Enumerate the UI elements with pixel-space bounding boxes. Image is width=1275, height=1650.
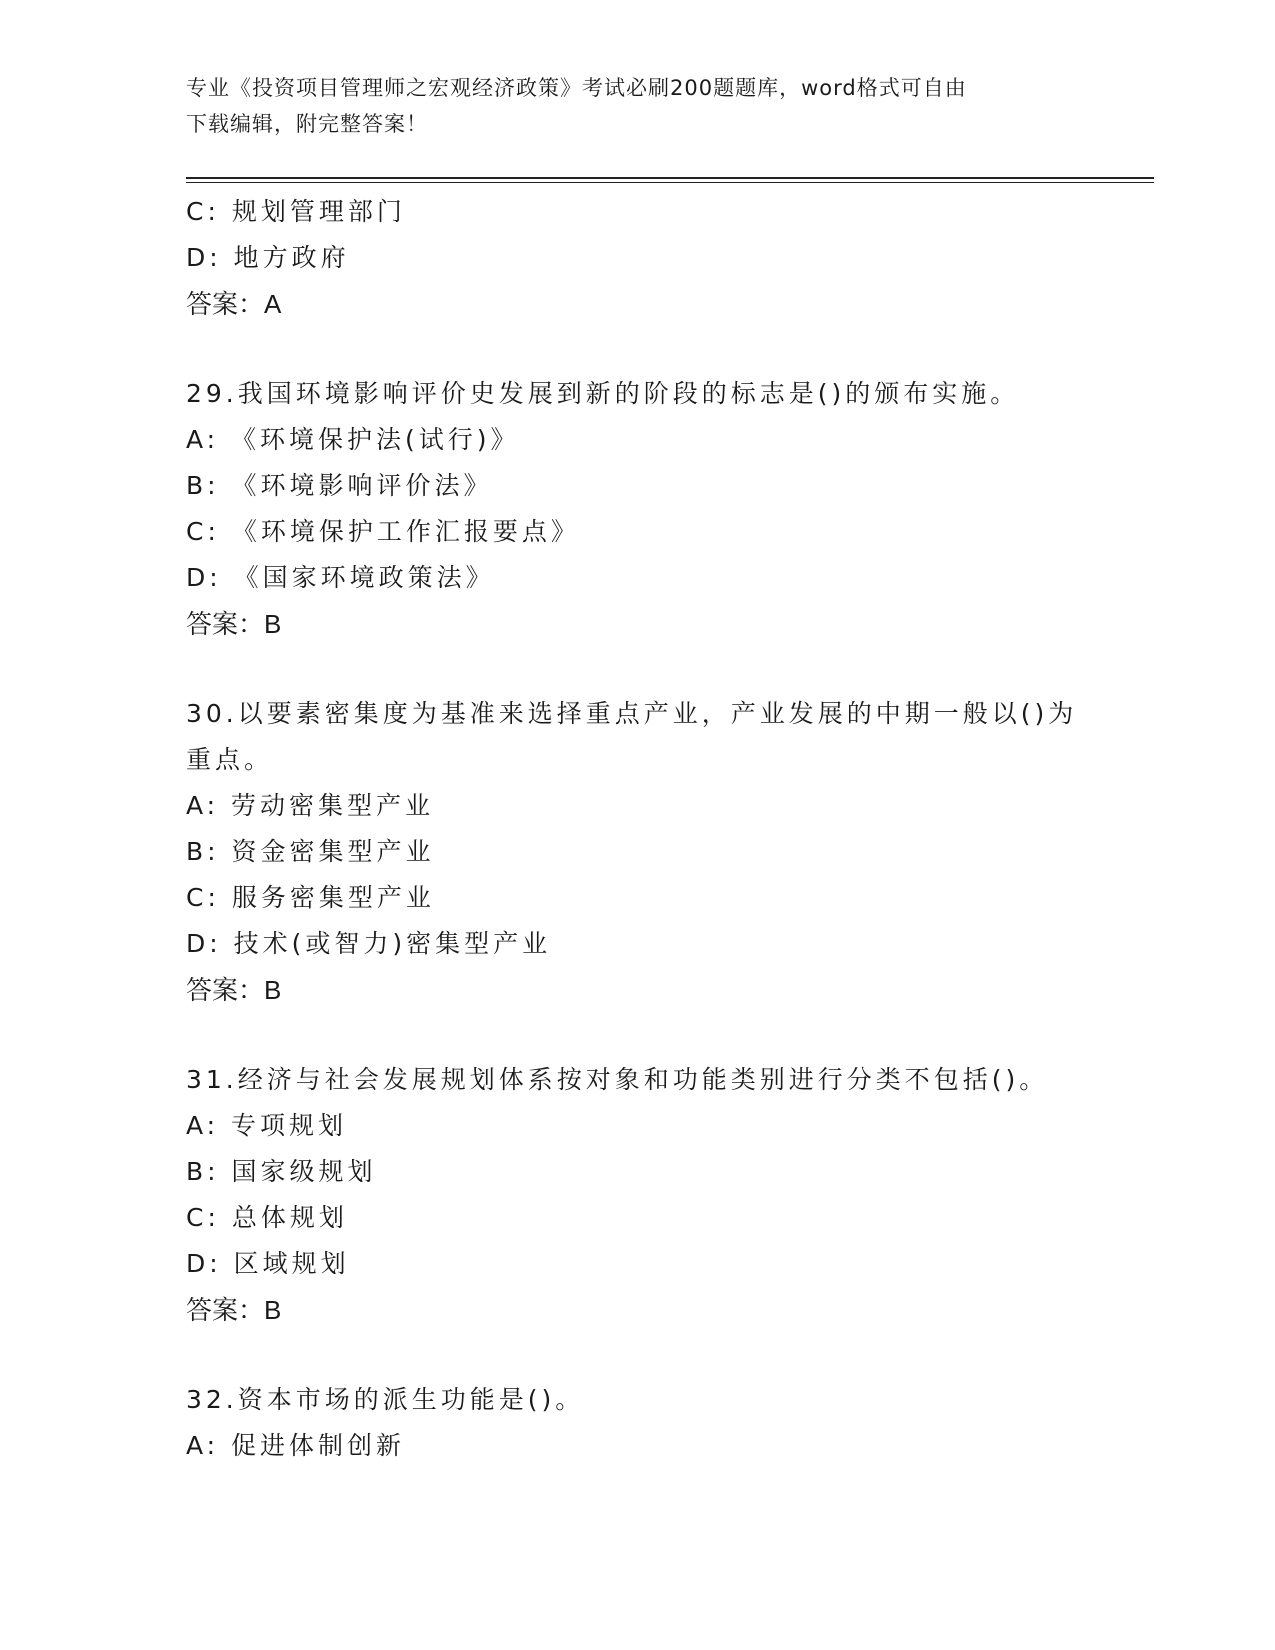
- answer: 答案：B: [186, 609, 282, 639]
- option-a: A: 劳动密集型产业: [186, 791, 435, 820]
- header-line-1: 专业《投资项目管理师之宏观经济政策》考试必刷200题题库，word格式可自由: [186, 76, 967, 100]
- question-stem-line-2: 重点。: [186, 745, 274, 774]
- option-d: D: 区域规划: [186, 1249, 350, 1278]
- answer: 答案：A: [186, 289, 282, 319]
- question-28-tail: [186, 189, 1086, 327]
- document-header: [186, 70, 1086, 142]
- question-32: [186, 1377, 1086, 1469]
- question-stem: 29.我国环境影响评价史发展到新的阶段的标志是()的颁布实施。: [186, 379, 1020, 408]
- option-a: A: 促进体制创新: [186, 1431, 406, 1460]
- option-c: C: 规划管理部门: [186, 197, 406, 226]
- option-d: D: 地方政府: [186, 243, 350, 272]
- question-stem-line-1: 30.以要素密集度为基准来选择重点产业，产业发展的中期一般以()为: [186, 699, 1078, 728]
- question-list: [186, 189, 1086, 1469]
- header-divider-thick: [186, 177, 1154, 179]
- question-stem: 31.经济与社会发展规划体系按对象和功能类别进行分类不包括()。: [186, 1065, 1049, 1094]
- header-line-2: 下载编辑，附完整答案！: [186, 112, 428, 136]
- option-c: C: 《环境保护工作汇报要点》: [186, 517, 580, 546]
- header-divider-thin: [186, 182, 1154, 183]
- option-c: C: 总体规划: [186, 1203, 348, 1232]
- option-b: B: 资金密集型产业: [186, 837, 435, 866]
- answer: 答案：B: [186, 975, 282, 1005]
- question-29: [186, 371, 1086, 647]
- question-31: [186, 1057, 1086, 1333]
- option-d: D: 技术(或智力)密集型产业: [186, 929, 552, 958]
- question-stem: 32.资本市场的派生功能是()。: [186, 1385, 585, 1414]
- option-a: A: 《环境保护法(试行)》: [186, 425, 520, 454]
- option-a: A: 专项规划: [186, 1111, 348, 1140]
- option-b: B: 国家级规划: [186, 1157, 377, 1186]
- question-30: [186, 691, 1086, 1013]
- answer: 答案：B: [186, 1295, 282, 1325]
- option-b: B: 《环境影响评价法》: [186, 471, 493, 500]
- option-c: C: 服务密集型产业: [186, 883, 435, 912]
- option-d: D: 《国家环境政策法》: [186, 563, 495, 592]
